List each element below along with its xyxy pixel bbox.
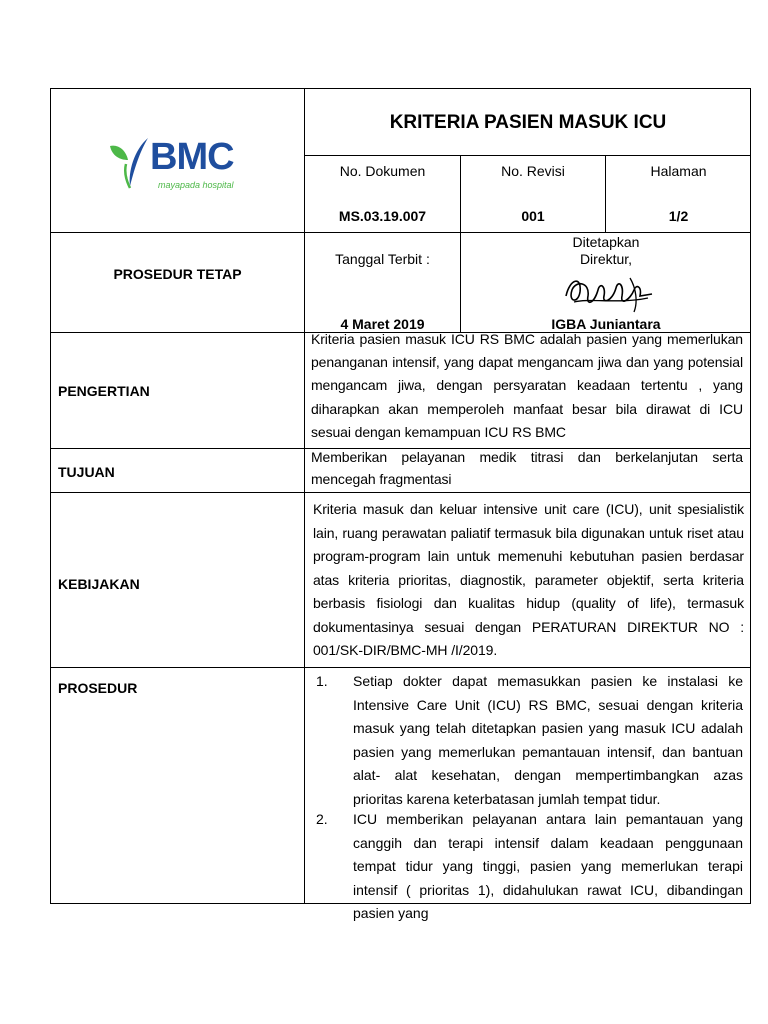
divider xyxy=(50,492,751,493)
doc-number-label: No. Dokumen xyxy=(339,163,426,179)
section-label-pengertian: PENGERTIAN xyxy=(58,383,150,399)
leaf-icon xyxy=(104,132,156,192)
document-type: PROSEDUR TETAP xyxy=(113,266,242,282)
section-text-kebijakan: Kriteria masuk dan keluar intensive unit care (ICU), unit spesialistik lain, ruang perawatan paliatif termasuk bila digunakan untuk riset atau program-program lain untuk memenuhi kebutuhan pasien berdasar atas kriteria prioritas, diagnostik, parameter objektif, serta kriteria berbasis fisiologi dan kualitas hidup (quality of life), termasuk dokumentasinya sesuai dengan PERATURAN DIREKTUR NO : 001/SK-DIR/BMC-MH /I/2019. xyxy=(313,501,744,658)
revision-label: No. Revisi xyxy=(501,163,565,179)
director-label: Direktur, xyxy=(579,251,633,267)
section-text-tujuan: Memberikan pelayanan medik titrasi dan berkelanjutan serta mencegah fragmentasi xyxy=(311,449,743,487)
divider xyxy=(304,155,751,156)
list-item-number: 1. xyxy=(316,673,328,689)
list-item-number: 2. xyxy=(316,811,328,827)
doc-number-value: MS.03.19.007 xyxy=(338,208,427,224)
divider xyxy=(50,667,751,668)
page-label: Halaman xyxy=(650,163,707,179)
logo-text: BMC xyxy=(150,136,234,178)
signer-name: IGBA Juniantara xyxy=(551,316,661,332)
section-label-kebijakan: KEBIJAKAN xyxy=(58,576,140,592)
issue-date-value: 4 Maret 2019 xyxy=(340,316,425,332)
signature xyxy=(560,268,660,316)
list-item: ICU memberikan pelayanan antara lain pemantauan yang canggih dan terapi intensif dalam keadaan penggunaan tempat tidur yang tinggi, pasien yang memerlukan terapi intensif ( prioritas 1), didahulukan rawat ICU, dibandingan pasien yang xyxy=(353,811,743,921)
section-text-pengertian: Kriteria pasien masuk ICU RS BMC adalah pasien yang memerlukan penanganan intensif, yang dapat mengancam jiwa dan yang potensial mengancam jiwa, dengan persyaratan keadaan tertentu , yang diharapkan akan memperoleh manfaat besar bila dirawat di ICU sesuai dengan kemampuan ICU RS BMC xyxy=(311,331,743,440)
section-label-tujuan: TUJUAN xyxy=(58,464,115,480)
revision-value: 001 xyxy=(521,208,545,224)
section-label-prosedur: PROSEDUR xyxy=(58,680,138,696)
approved-by-label: Ditetapkan xyxy=(572,234,640,250)
document-title: KRITERIA PASIEN MASUK ICU xyxy=(389,112,667,133)
page-value: 1/2 xyxy=(668,208,689,224)
issue-date-label: Tanggal Terbit : xyxy=(335,251,430,267)
list-item: Setiap dokter dapat memasukkan pasien ke instalasi ke Intensive Care Unit (ICU) RS BMC, sesuai dengan kriteria masuk yang telah ditetapkan pasien yang masuk ICU adalah pasien yang memerlukan pemantauan intensif, dan bantuan alat- alat kesehatan, dengan mempertimbangkan azas prioritas karena keterbatasan jumlah tempat tidur. xyxy=(353,673,743,807)
hospital-logo xyxy=(104,128,244,198)
divider xyxy=(50,232,751,233)
logo-tagline: mayapada hospital xyxy=(158,180,234,190)
